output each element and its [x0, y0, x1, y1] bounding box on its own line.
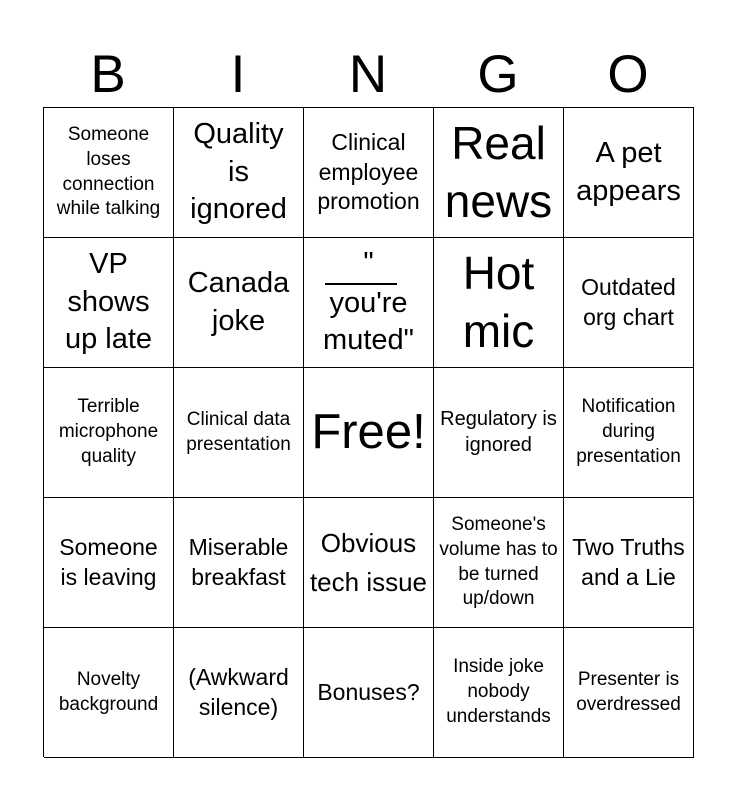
cell-text: Terrible microphone quality — [58, 396, 159, 467]
bingo-header — [43, 44, 693, 106]
quote-open: " — [363, 246, 374, 279]
bingo-cell[interactable] — [44, 368, 174, 498]
bingo-cell[interactable] — [44, 498, 174, 628]
bingo-cell[interactable] — [304, 628, 434, 758]
cell-text: Presenter is overdressed — [576, 668, 681, 715]
cell-text: Two Truths and a Lie — [572, 533, 685, 590]
cell-text: Clinical data presentation — [186, 408, 291, 455]
cell-text: Quality is ignored — [190, 117, 287, 226]
cell-text: Outdated org chart — [581, 273, 676, 330]
cell-text: Bonuses? — [317, 678, 420, 705]
bingo-cell[interactable] — [304, 498, 434, 628]
muted-line-3: muted" — [323, 324, 414, 357]
cell-text: Canada joke — [187, 266, 290, 337]
header-letter-i: I — [230, 45, 246, 104]
bingo-cell[interactable] — [564, 628, 694, 758]
bingo-cell[interactable] — [434, 368, 564, 498]
bingo-cell[interactable] — [434, 498, 564, 628]
cell-text: Free! — [311, 404, 426, 459]
cell-text: Notification during presentation — [576, 396, 681, 467]
bingo-cell[interactable] — [564, 498, 694, 628]
bingo-cell[interactable] — [174, 238, 304, 368]
muted-line-2: you're — [329, 286, 408, 319]
cell-text: Someone is leaving — [59, 533, 158, 590]
cell-text: Obvious tech issue — [309, 528, 428, 597]
cell-text: A pet appears — [576, 136, 681, 207]
bingo-cell[interactable] — [564, 368, 694, 498]
free-space-cell[interactable] — [304, 368, 434, 498]
bingo-board — [43, 107, 694, 757]
header-letter-b: B — [90, 45, 126, 104]
bingo-cell[interactable] — [434, 628, 564, 758]
cell-text: (Awkward silence) — [188, 663, 289, 720]
bingo-cell[interactable] — [44, 628, 174, 758]
cell-text: Inside joke nobody understands — [446, 656, 551, 727]
bingo-cell[interactable] — [304, 108, 434, 238]
bingo-cell[interactable] — [174, 498, 304, 628]
cell-text: Someone's volume has to be turned up/down — [439, 514, 558, 610]
cell-text: Novelty background — [58, 668, 159, 715]
header-letter-o: O — [607, 45, 649, 104]
cell-text-muted — [323, 245, 414, 360]
bingo-cell[interactable] — [434, 238, 564, 368]
cell-text: Hot mic — [462, 247, 535, 357]
bingo-cell[interactable] — [304, 238, 434, 368]
bingo-cell[interactable] — [174, 108, 304, 238]
cell-text: Real news — [444, 117, 553, 227]
cell-text: Regulatory is ignored — [440, 407, 557, 456]
bingo-cell[interactable] — [564, 108, 694, 238]
header-letter-n: N — [348, 45, 388, 104]
bingo-cell[interactable] — [564, 238, 694, 368]
header-letter-g: G — [477, 45, 519, 104]
bingo-cell[interactable] — [174, 628, 304, 758]
cell-text: VP shows up late — [64, 247, 153, 356]
bingo-cell[interactable] — [44, 108, 174, 238]
bingo-cell[interactable] — [174, 368, 304, 498]
cell-text: Someone loses connection while talking — [56, 124, 161, 220]
cell-text: Miserable breakfast — [188, 533, 289, 590]
bingo-cell[interactable] — [434, 108, 564, 238]
bingo-cell[interactable] — [44, 238, 174, 368]
cell-text: Clinical employee promotion — [317, 128, 420, 215]
